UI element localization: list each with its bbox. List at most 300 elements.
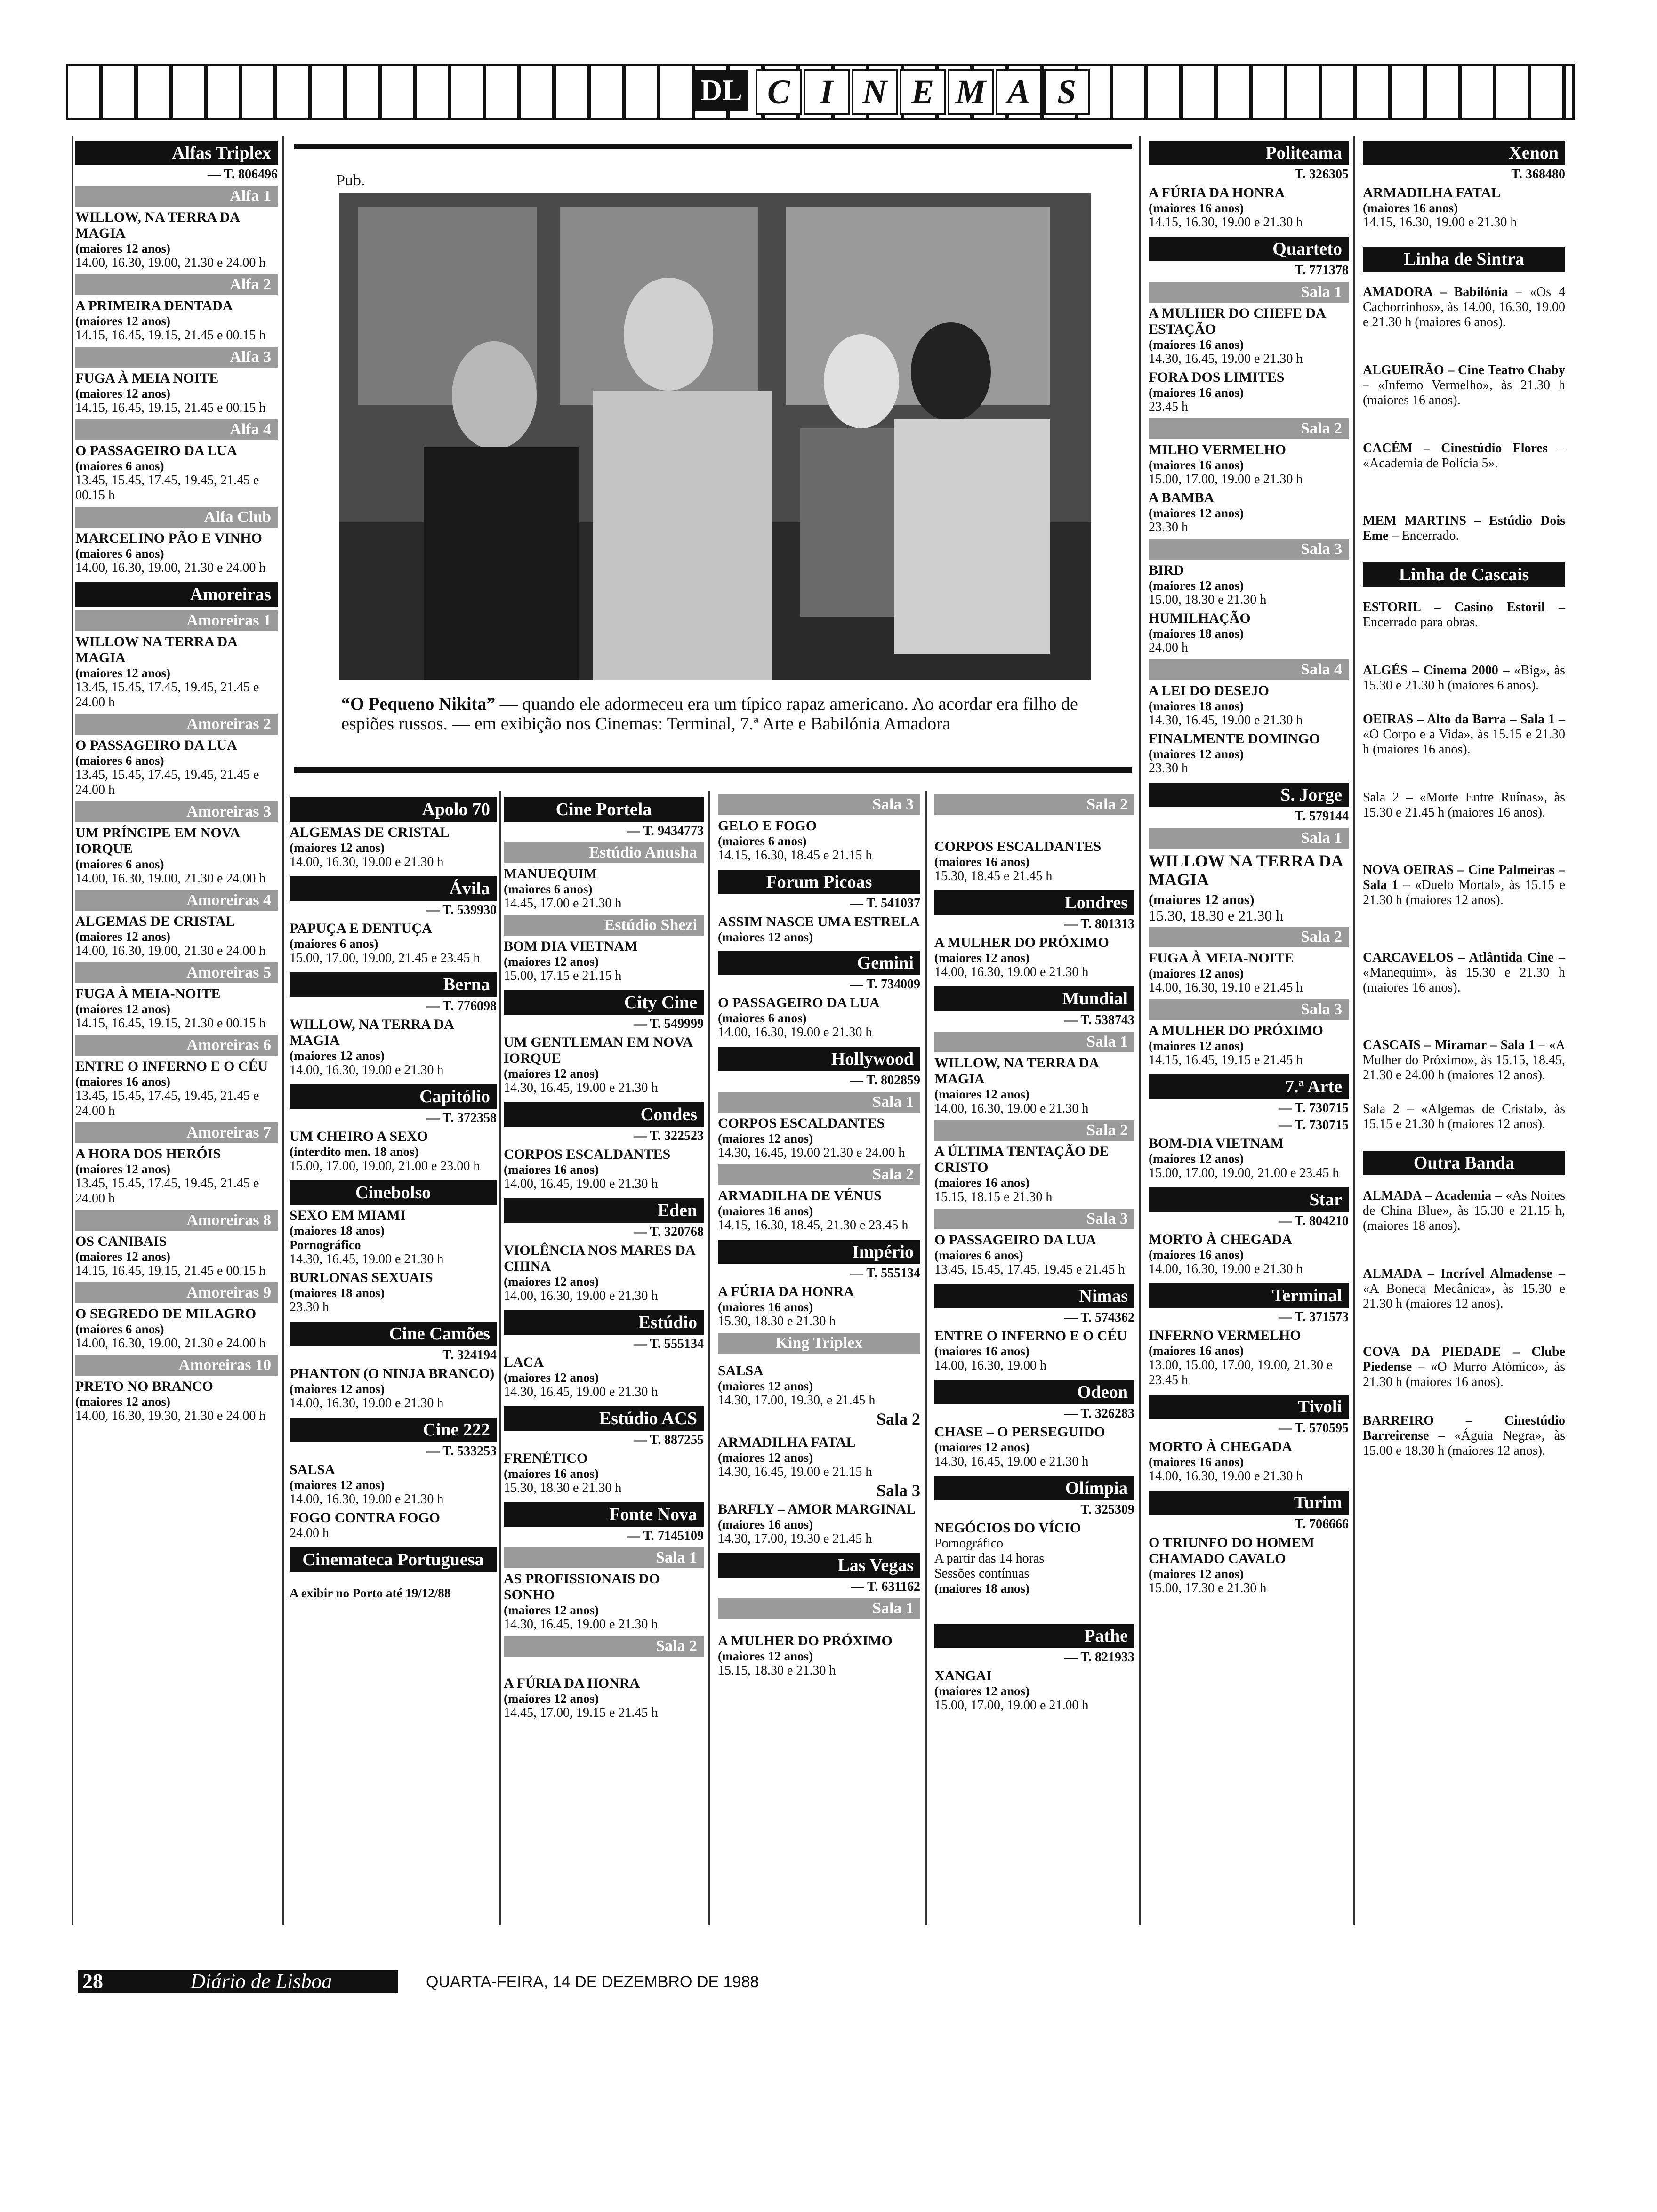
film-title: MANUEQUIM — [504, 866, 597, 882]
cinema-header: Cinebolso — [290, 1180, 497, 1205]
showtimes: A partir das 14 horas — [934, 1551, 1045, 1566]
age-rating: (maiores 16 anos) — [1149, 458, 1244, 472]
film-title: A MULHER DO CHEFE DA ESTAÇÃO — [1149, 305, 1326, 337]
age-rating: (maiores 12 anos) — [75, 1250, 170, 1264]
region-header: Linha de Cascais — [1363, 562, 1565, 587]
listing-item — [1363, 600, 1565, 630]
age-rating: (maiores 12 anos) — [290, 1478, 385, 1492]
room-header: Alfa 2 — [75, 274, 278, 295]
listing-venue: CASCAIS – Miramar – Sala 1 — [1363, 1038, 1535, 1052]
age-rating: (maiores 16 anos) — [934, 1176, 1030, 1190]
age-rating: (maiores 12 anos) — [290, 841, 385, 855]
age-rating: (maiores 12 anos) — [75, 241, 170, 256]
listing-item — [1363, 1038, 1565, 1083]
listing-item — [1363, 1188, 1565, 1234]
age-rating: (maiores 18 anos) — [1149, 626, 1244, 641]
age-rating: (maiores 12 anos) — [504, 1603, 599, 1617]
showtimes: 15.00, 17.15 e 21.15 h — [504, 969, 622, 983]
showtimes: 14.00, 16.30, 19.00, 21.30 e 24.00 h — [75, 256, 266, 270]
film-note: Sessões contínuas — [934, 1566, 1030, 1581]
film-title: CHASE – O PERSEGUIDO — [934, 1424, 1105, 1440]
age-rating: (maiores 12 anos) — [504, 1691, 599, 1706]
pub-label: Pub. — [336, 172, 365, 189]
listing-item — [1363, 1345, 1565, 1390]
showtimes: 24.00 h — [1149, 641, 1188, 655]
cinema-header: Berna — [290, 972, 497, 997]
showtimes: 15.00, 17.30 e 21.30 h — [1149, 1581, 1267, 1595]
cinema-header: S. Jorge — [1149, 783, 1349, 807]
cinema-header: Cinemateca Portuguesa — [290, 1547, 497, 1572]
cinema-header: Cine 222 — [290, 1418, 497, 1442]
age-rating: (maiores 12 anos) — [504, 1274, 599, 1289]
film-title: A LEI DO DESEJO — [1149, 683, 1269, 698]
room-header: Sala 3 — [718, 794, 920, 815]
cinema-header: Quarteto — [1149, 237, 1349, 261]
film-title: SALSA — [718, 1363, 764, 1378]
room-header: Amoreiras 8 — [75, 1210, 278, 1231]
film-title: MORTO À CHEGADA — [1149, 1232, 1293, 1247]
title-letter: M — [948, 69, 994, 115]
showtimes: 15.15, 18.30 e 21.30 h — [718, 1663, 836, 1678]
age-rating: (maiores 16 anos) — [1149, 1455, 1244, 1469]
phone: — T. 570595 — [1278, 1421, 1349, 1435]
age-rating: (maiores 12 anos) — [75, 1162, 170, 1176]
cinema-header: Nimas — [934, 1284, 1134, 1308]
phone: — T. 372358 — [426, 1111, 497, 1125]
room-header: Sala 3 — [1149, 539, 1349, 560]
age-rating: (maiores 12 anos) — [290, 1382, 385, 1396]
age-rating: (maiores 12 anos) — [1149, 506, 1244, 520]
showtimes: 14.30, 16.45, 19.00 e 21.30 h — [504, 1081, 658, 1095]
film-title: ASSIM NASCE UMA ESTRELA — [718, 914, 920, 930]
room-header: Sala 2 — [876, 1410, 920, 1428]
listing-text: – «Academia de Polícia 5». — [1363, 441, 1566, 471]
age-rating: (maiores 12 anos) — [718, 1451, 813, 1465]
issue-date: QUARTA-FEIRA, 14 DE DEZEMBRO DE 1988 — [426, 1973, 759, 1991]
column-2 — [290, 791, 497, 1600]
age-rating: (maiores 12 anos) — [75, 666, 170, 680]
showtimes: 14.30, 16.45, 19.00 e 21.30 h — [1149, 713, 1303, 728]
listing-text: – «A Mulher do Próximo», às 15.15, 18.45, 21.30 e 24.00 h (maiores 12 anos). — [1363, 1038, 1565, 1082]
room-header: Amoreiras 5 — [75, 962, 278, 983]
film-title: MORTO À CHEGADA — [1149, 1439, 1293, 1454]
listing-venue: CARCAVELOS – Atlântida Cine — [1363, 950, 1554, 965]
film-title: CORPOS ESCALDANTES — [934, 839, 1102, 854]
age-rating: (maiores 16 anos) — [934, 1344, 1030, 1358]
age-rating: (maiores 6 anos) — [75, 546, 164, 561]
room-header: Estúdio Anusha — [504, 842, 704, 863]
phone: — T. 549999 — [633, 1017, 704, 1031]
showtimes: 13.00, 15.00, 17.00, 19.00, 21.30 e 23.45 h — [1149, 1358, 1333, 1387]
column-7 — [1363, 134, 1565, 1459]
showtimes: 14.00, 16.30, 19.00 e 21.30 h — [1149, 1262, 1303, 1276]
cinema-header: Império — [718, 1240, 920, 1264]
listing-venue: ALMADA – Academia — [1363, 1188, 1492, 1203]
showtimes: 15.00, 18.30 e 21.30 h — [1149, 593, 1267, 607]
showtimes: 14.45, 17.00, 19.15 e 21.45 h — [504, 1706, 658, 1720]
film-still-photo — [339, 193, 1091, 680]
listing-text: Sala 2 – «Algemas de Cristal», às 15.15 e 21.30 h (maiores 12 anos). — [1363, 1102, 1565, 1131]
age-rating: (maiores 16 anos) — [504, 1467, 599, 1481]
cinema-header: Politeama — [1149, 141, 1349, 165]
room-header: Sala 2 — [1149, 927, 1349, 947]
showtimes: 14.15, 16.45, 19.15, 21.30 e 00.15 h — [75, 1016, 266, 1031]
column-rule — [925, 791, 927, 1925]
film-title: A FÚRIA DA HONRA — [504, 1675, 640, 1691]
listing-item — [1363, 712, 1565, 757]
cinema-header: Star — [1149, 1187, 1349, 1212]
showtimes: 15.30, 18.30 e 21.30 h — [1149, 907, 1284, 924]
film-title: WILLOW, NA TERRA DA MAGIA — [75, 209, 240, 241]
film-title: O PASSAGEIRO DA LUA — [75, 737, 237, 753]
listing-venue: OEIRAS – Alto da Barra – Sala 1 — [1363, 712, 1555, 727]
age-rating: (maiores 12 anos) — [718, 1649, 813, 1663]
phone: — T. 555134 — [850, 1266, 920, 1281]
showtimes: 14.15, 16.45, 19.15, 21.45 e 00.15 h — [75, 401, 266, 415]
showtimes: 14.00, 16.30, 19.00 e 21.30 h — [290, 1396, 444, 1411]
film-title: FINALMENTE DOMINGO — [1149, 731, 1320, 746]
film-title: AS PROFISSIONAIS DO SONHO — [504, 1571, 660, 1603]
title-letter: S — [1044, 69, 1090, 115]
film-title: GELO E FOGO — [718, 818, 817, 834]
listing-venue: AMADORA – Babilónia — [1363, 285, 1508, 299]
film-title: NEGÓCIOS DO VÍCIO — [934, 1520, 1081, 1536]
showtimes: 14.15, 16.45, 19.15, 21.45 e 00.15 h — [75, 328, 266, 343]
film-title: A FÚRIA DA HONRA — [718, 1284, 854, 1299]
cinema-header: Estúdio ACS — [504, 1406, 704, 1431]
age-rating: (maiores 12 anos) — [504, 1066, 599, 1081]
column-rule — [72, 136, 73, 1925]
listing-text: Sala 2 – «Morte Entre Ruínas», às 15.30 e 21.45 h (maiores 16 anos). — [1363, 790, 1565, 820]
age-rating: (maiores 12 anos) — [934, 1440, 1030, 1454]
showtimes: 14.15, 16.45, 19.15 e 21.45 h — [1149, 1053, 1303, 1067]
film-title: A FÚRIA DA HONRA — [1149, 185, 1285, 200]
listing-venue: ALGUEIRÃO – Cine Teatro Chaby — [1363, 363, 1565, 377]
listing-text: – «O Murro Atómico», às 21.30 h (maiores 16 anos). — [1363, 1360, 1565, 1389]
room-header: Sala 3 — [934, 1209, 1134, 1229]
age-rating: (maiores 18 anos) — [934, 1581, 1030, 1595]
film-title: WILLOW NA TERRA DA MAGIA — [1149, 851, 1343, 889]
cinema-header: City Cine — [504, 990, 704, 1015]
phone: — T. 821933 — [1064, 1650, 1134, 1665]
film-title: A MULHER DO PRÓXIMO — [934, 935, 1109, 950]
phone: — T. 538743 — [1064, 1013, 1134, 1027]
listing-item — [1363, 363, 1565, 408]
age-rating: (maiores 6 anos) — [75, 1322, 164, 1336]
film-title: O TRIUNFO DO HOMEM CHAMADO CAVALO — [1149, 1535, 1314, 1566]
listing-venue: ESTORIL – Casino Estoril — [1363, 600, 1545, 615]
cinema-header: Mundial — [934, 986, 1134, 1011]
phone: — T. 9434773 — [627, 824, 704, 838]
phone: — T. 730715 — [1278, 1118, 1349, 1132]
phone: — T. 320768 — [633, 1225, 704, 1239]
column-6 — [1149, 134, 1349, 1596]
film-title: FORA DOS LIMITES — [1149, 369, 1285, 385]
cinema-header: Condes — [504, 1102, 704, 1127]
listing-text: – Encerrado. — [1388, 529, 1459, 543]
film-title: VIOLÊNCIA NOS MARES DA CHINA — [504, 1242, 695, 1274]
cinema-header: Turim — [1149, 1491, 1349, 1515]
film-still-image — [339, 193, 1091, 680]
age-rating: (maiores 6 anos) — [504, 882, 593, 896]
room-header: Sala 3 — [1149, 999, 1349, 1020]
showtimes: 13.45, 15.45, 17.45, 19.45, 21.45 e 24.00 h — [75, 768, 259, 797]
film-title: O SEGREDO DE MILAGRO — [75, 1306, 257, 1322]
listing-text: – «Inferno Vermelho», às 21.30 h (maiores 16 anos). — [1363, 378, 1565, 408]
age-rating: (maiores 16 anos) — [1149, 1344, 1244, 1358]
phone: — T. 802859 — [850, 1073, 920, 1088]
film-title: O PASSAGEIRO DA LUA — [934, 1232, 1096, 1248]
room-header: Amoreiras 6 — [75, 1035, 278, 1056]
film-title: MILHO VERMELHO — [1149, 442, 1286, 457]
bottom-rule — [294, 767, 1132, 773]
age-rating: (maiores 12 anos) — [718, 1379, 813, 1393]
phone: — T. 539930 — [426, 903, 497, 917]
age-rating: (maiores 16 anos) — [1149, 337, 1244, 352]
film-title: O PASSAGEIRO DA LUA — [718, 995, 880, 1010]
film-note: Pornográfico — [934, 1536, 1004, 1551]
listing-item — [1363, 790, 1565, 820]
room-header: Sala 1 — [504, 1547, 704, 1568]
age-rating: (maiores 6 anos) — [290, 937, 378, 951]
film-title: ALGEMAS DE CRISTAL — [290, 825, 450, 840]
title-letter: I — [804, 69, 850, 115]
cinema-header: Capitólio — [290, 1084, 497, 1109]
column-1 — [75, 134, 278, 1424]
showtimes: 23.30 h — [1149, 520, 1188, 535]
listing-item — [1363, 1413, 1565, 1459]
age-rating: (maiores 16 anos) — [718, 1517, 813, 1531]
listing-text: – «Os 4 Cachorrinhos», às 14.00, 16.30, 19.00 e 21.30 h (maiores 6 anos). — [1363, 285, 1565, 329]
age-rating: (maiores 12 anos) — [1149, 892, 1255, 907]
listing-item — [1363, 441, 1565, 471]
age-rating: (maiores 18 anos) — [1149, 699, 1244, 713]
room-header: Sala 1 — [1149, 282, 1349, 303]
age-rating: (maiores 12 anos) — [1149, 1152, 1244, 1166]
film-title: ALGEMAS DE CRISTAL — [75, 914, 235, 929]
showtimes: 23.30 h — [1149, 761, 1188, 776]
photo-caption — [341, 694, 1090, 734]
room-header: Estúdio Shezi — [504, 915, 704, 936]
cinema-header: Alfas Triplex — [75, 141, 278, 165]
showtimes: 14.30, 16.45, 19.00 e 21.30 h — [290, 1252, 444, 1266]
showtimes: 14.15, 16.30, 19.00 e 21.30 h — [1363, 215, 1517, 230]
showtimes: 15.00, 17.00, 19.00 e 21.00 h — [934, 1698, 1089, 1713]
top-rule — [294, 144, 1132, 149]
age-rating: (maiores 12 anos) — [75, 386, 170, 401]
film-title: FUGA À MEIA-NOITE — [1149, 950, 1294, 966]
film-title: LACA — [504, 1354, 544, 1370]
showtimes: 15.00, 17.00, 19.00 e 21.30 h — [1149, 472, 1303, 487]
phone: — T. 776098 — [426, 999, 497, 1013]
column-5 — [934, 791, 1134, 1713]
listing-text: – «Duelo Mortal», às 15.15 e 21.30 h (maiores 12 anos). — [1363, 878, 1566, 907]
listing-text: – «Manequim», às 15.30 e 21.30 h (maiores 16 anos). — [1363, 950, 1565, 995]
showtimes: 14.00, 16.30, 19.00 e 21.30 h — [934, 1101, 1089, 1116]
film-title: CORPOS ESCALDANTES — [504, 1146, 671, 1162]
phone: T. 579144 — [1295, 809, 1349, 824]
phone: — T. 541037 — [850, 896, 920, 911]
phone: — T. 734009 — [850, 977, 920, 992]
film-title: CORPOS ESCALDANTES — [718, 1115, 885, 1131]
film-title: A MULHER DO PRÓXIMO — [718, 1633, 893, 1649]
age-rating: (maiores 12 anos) — [75, 314, 170, 328]
film-title: PRETO NO BRANCO — [75, 1378, 213, 1394]
room-header: Amoreiras 9 — [75, 1282, 278, 1303]
room-header: Sala 2 — [934, 1120, 1134, 1141]
film-title: FUGA À MEIA NOITE — [75, 370, 219, 386]
showtimes: 13.45, 15.45, 17.45, 19.45, 21.45 e 00.15 h — [75, 473, 259, 503]
age-rating: (maiores 12 anos) — [1149, 1039, 1244, 1053]
room-header: Sala 2 — [718, 1164, 920, 1185]
cinema-header: Tivoli — [1149, 1395, 1349, 1419]
cinema-header: Ávila — [290, 876, 497, 901]
film-title: WILLOW NA TERRA DA MAGIA — [75, 634, 237, 665]
age-rating: (maiores 16 anos) — [1149, 1248, 1244, 1262]
age-rating: (maiores 16 anos) — [718, 1300, 813, 1314]
cinema-header: Olímpia — [934, 1476, 1134, 1500]
showtimes: 14.30, 16.45, 19.00 e 21.15 h — [718, 1465, 872, 1479]
film-title: ARMADILHA FATAL — [718, 1435, 856, 1450]
listing-venue: CACÉM – Cinestúdio Flores — [1363, 441, 1548, 456]
room-header: Sala 4 — [1149, 659, 1349, 680]
showtimes: 14.30, 17.00, 19.30, e 21.45 h — [718, 1393, 876, 1408]
film-title: HUMILHAÇÃO — [1149, 610, 1251, 626]
showtimes: 15.00, 17.00, 19.00, 21.00 e 23.00 h — [290, 1159, 480, 1173]
age-rating: (maiores 16 anos) — [934, 855, 1030, 869]
column-rule — [499, 791, 501, 1925]
room-header: Amoreiras 3 — [75, 801, 278, 822]
showtimes: 14.00, 16.30, 19.30, 21.30 e 24.00 h — [75, 1409, 266, 1423]
room-header: Sala 2 — [504, 1636, 704, 1657]
phone: T. 368480 — [1511, 167, 1565, 182]
showtimes: 15.15, 18.15 e 21.30 h — [934, 1190, 1053, 1204]
listing-venue: COVA DA PIEDADE – Clube Piedense — [1363, 1345, 1565, 1374]
phone: T. 706666 — [1295, 1517, 1349, 1531]
film-title: BOM-DIA VIETNAM — [1149, 1136, 1284, 1151]
listing-item — [1363, 1102, 1565, 1132]
room-header: Sala 3 — [876, 1481, 920, 1500]
showtimes: 14.00, 16.30, 19.10 e 21.45 h — [1149, 980, 1303, 995]
age-rating: (maiores 16 anos) — [504, 1162, 599, 1177]
room-header: Sala 1 — [934, 1032, 1134, 1052]
newspaper-name: Diário de Lisboa — [125, 1970, 398, 1993]
listing-text: – «Águia Negra», às 15.00 e 18.30 h (maiores 12 anos). — [1363, 1428, 1565, 1458]
showtimes: 24.00 h — [290, 1526, 329, 1540]
film-title: MARCELINO PÃO E VINHO — [75, 530, 262, 546]
showtimes: 13.45, 15.45, 17.45, 19.45, 21.45 e 24.00 h — [75, 680, 259, 710]
region-header: Outra Banda — [1363, 1151, 1565, 1175]
showtimes: 14.00, 16.30, 19.00 e 21.30 h — [290, 1063, 444, 1077]
phone: T. 325309 — [1080, 1502, 1134, 1517]
region-header: Linha de Sintra — [1363, 247, 1565, 272]
room-header: Amoreiras 1 — [75, 610, 278, 631]
showtimes: 13.45, 15.45, 17.45, 19.45, 21.45 e 24.00 h — [75, 1089, 259, 1118]
film-title: WILLOW, NA TERRA DA MAGIA — [934, 1055, 1099, 1087]
film-title: UM PRÍNCIPE EM NOVA IORQUE — [75, 825, 240, 857]
title-letter: A — [996, 69, 1042, 115]
film-title: O PASSAGEIRO DA LUA — [75, 443, 237, 458]
page-number: 28 — [78, 1970, 125, 1993]
phone: — T. 801313 — [1064, 917, 1134, 931]
film-title: WILLOW, NA TERRA DA MAGIA — [290, 1017, 454, 1048]
showtimes: 14.15, 16.45, 19.15, 21.45 e 00.15 h — [75, 1264, 266, 1278]
age-rating: (maiores 18 anos) — [290, 1224, 385, 1238]
showtimes: 14.15, 16.30, 18.45 e 21.15 h — [718, 848, 872, 863]
showtimes: 14.00, 16.30, 19.00, 21.30 e 24.00 h — [75, 944, 266, 958]
film-title: BOM DIA VIETNAM — [504, 938, 638, 954]
film-title: XANGAI — [934, 1668, 992, 1683]
listing-text: – «A Boneca Mecânica», às 15.30 e 21.30 h (maiores 12 anos). — [1363, 1266, 1565, 1311]
showtimes: 23.45 h — [1149, 400, 1188, 414]
title-letter: C — [756, 69, 802, 115]
phone: — T. 730715 — [1278, 1101, 1349, 1115]
listing-item — [1363, 285, 1565, 330]
cinema-header: Las Vegas — [718, 1553, 920, 1578]
phone: — T. 631162 — [851, 1579, 920, 1594]
room-header: Alfa 4 — [75, 419, 278, 440]
age-rating: (maiores 12 anos) — [1149, 966, 1244, 980]
showtimes: 14.30, 16.45, 19.00 e 21.30 h — [504, 1617, 658, 1632]
age-rating: (maiores 6 anos) — [75, 857, 164, 871]
showtimes: 15.00, 17.00, 19.00, 21.00 e 23.45 h — [1149, 1166, 1339, 1180]
age-rating: (maiores 16 anos) — [75, 1074, 170, 1089]
showtimes: 14.00, 16.30, 19.00, 21.30 e 24.00 h — [75, 561, 266, 575]
phone: T. 326305 — [1295, 167, 1349, 182]
film-title: A MULHER DO PRÓXIMO — [1149, 1023, 1323, 1038]
phone: T. 771378 — [1295, 263, 1349, 278]
showtimes: 14.00, 16.30, 19.00 e 21.30 h — [290, 1492, 444, 1507]
listing-item — [1363, 863, 1565, 908]
age-rating: (maiores 12 anos) — [718, 1131, 813, 1146]
phone: — T. 7145109 — [627, 1529, 704, 1543]
showtimes: 14.00, 16.30, 19.00, 21.30 e 24.00 h — [75, 1336, 266, 1351]
listing-item — [1363, 1266, 1565, 1312]
room-header: Alfa Club — [75, 507, 278, 528]
room-header: Amoreiras 4 — [75, 890, 278, 911]
showtimes: 14.00, 16.45, 19.00 e 21.30 h — [504, 1177, 658, 1191]
cinema-header: Eden — [504, 1198, 704, 1223]
room-header: Amoreiras 7 — [75, 1122, 278, 1143]
age-rating: (maiores 6 anos) — [718, 1011, 807, 1025]
showtimes: 15.30, 18.45 e 21.45 h — [934, 869, 1053, 883]
age-rating: (maiores 6 anos) — [75, 753, 164, 768]
listing-venue: ALGÉS – Cinema 2000 — [1363, 663, 1498, 678]
title-letter: E — [900, 69, 946, 115]
phone: — T. 806496 — [207, 167, 278, 182]
showtimes: 14.00, 16.30, 19.00 e 21.30 h — [504, 1289, 658, 1303]
age-rating: (maiores 16 anos) — [1149, 201, 1244, 215]
film-title: BURLONAS SEXUAIS — [290, 1270, 433, 1285]
showtimes: 14.00, 16.30, 19.00 e 21.30 h — [290, 855, 444, 869]
showtimes: 14.00, 16.30, 19.00 e 21.30 h — [1149, 1469, 1303, 1483]
age-rating: (maiores 12 anos) — [1149, 747, 1244, 761]
column-rule — [708, 791, 710, 1925]
age-rating: (maiores 12 anos) — [504, 1370, 599, 1385]
age-rating: (maiores 12 anos) — [934, 1087, 1030, 1101]
cinema-header: Hollywood — [718, 1047, 920, 1071]
room-header: Amoreiras 10 — [75, 1355, 278, 1376]
age-rating: (maiores 12 anos) — [1149, 578, 1244, 593]
film-title: SALSA — [290, 1462, 335, 1477]
showtimes: 15.30, 18.30 e 21.30 h — [504, 1481, 622, 1495]
cinema-header: Cine Camões — [290, 1322, 497, 1346]
showtimes: 14.30, 16.45, 19.00 e 21.30 h — [934, 1454, 1089, 1469]
age-rating: (maiores 12 anos) — [75, 930, 170, 944]
film-title: UM CHEIRO A SEXO — [290, 1129, 428, 1144]
listing-venue: ALMADA – Incrível Almadense — [1363, 1266, 1552, 1281]
age-rating: (maiores 16 anos) — [1363, 201, 1458, 215]
